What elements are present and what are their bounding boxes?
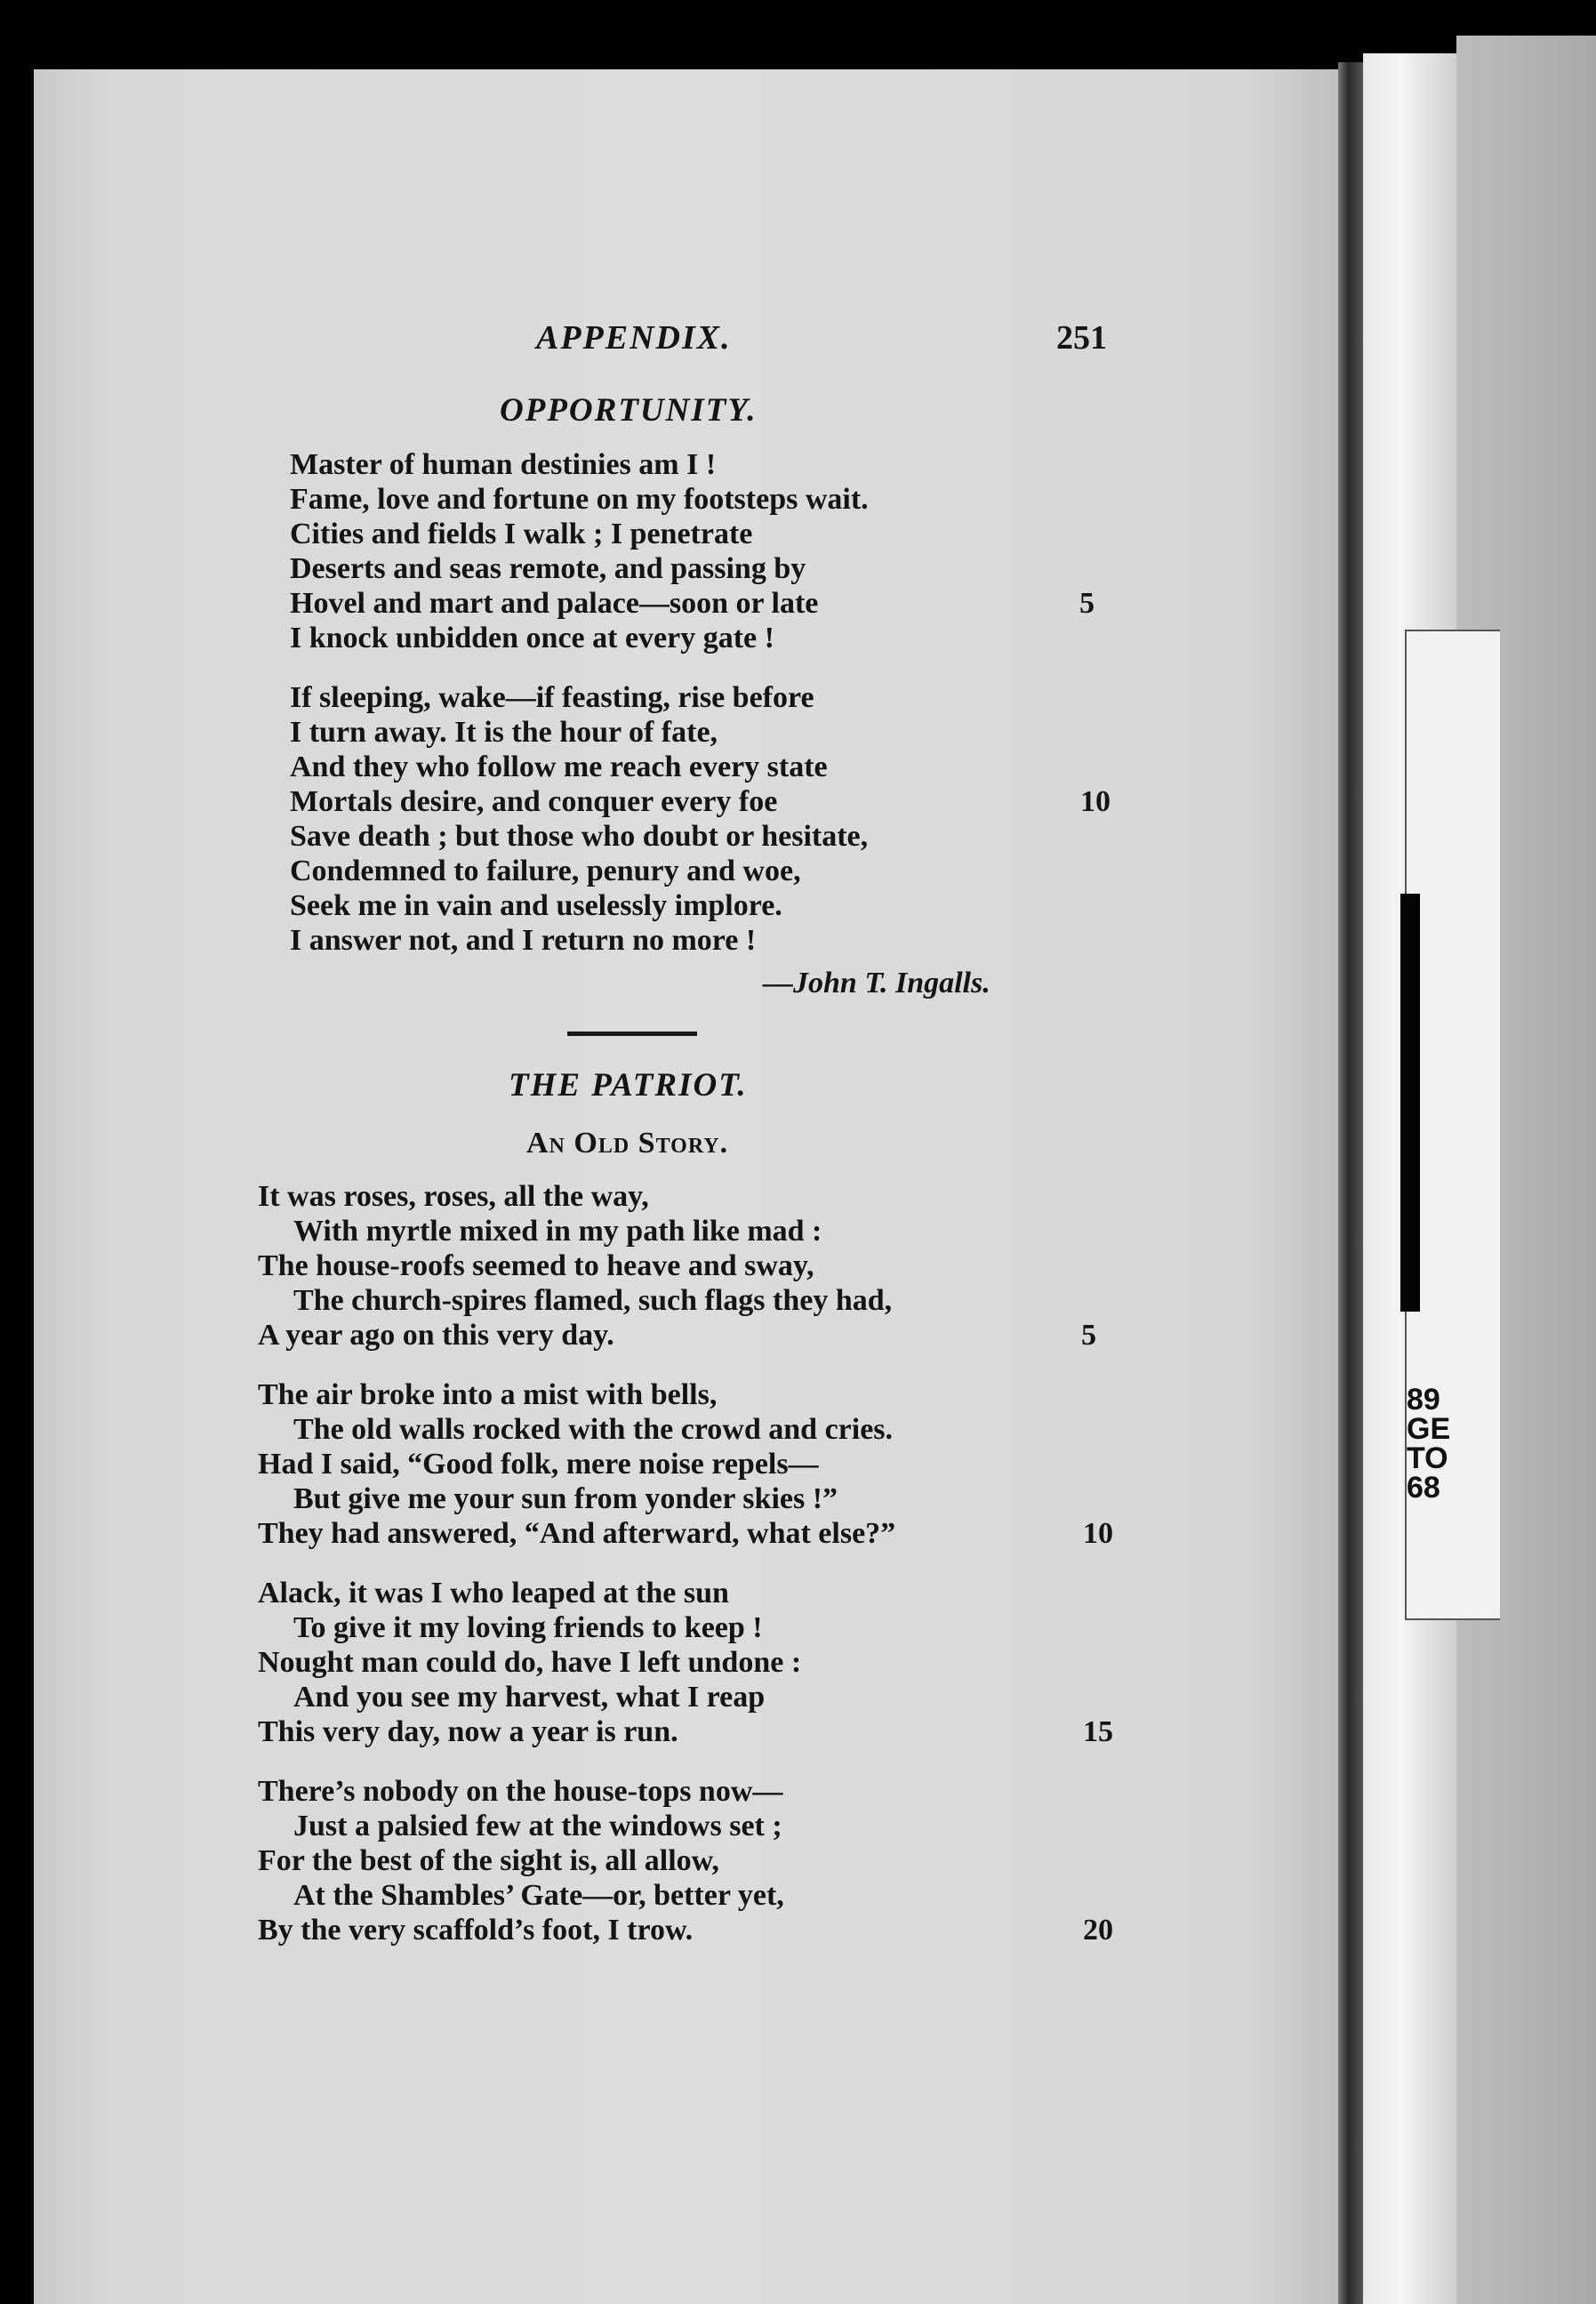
- poem-line: This very day, now a year is run.: [258, 1715, 678, 1748]
- card-fragment: 68: [1407, 1471, 1440, 1505]
- line-number: 15: [1083, 1715, 1113, 1748]
- poem-line: The church-spires flamed, such flags they had,: [293, 1284, 893, 1317]
- poem-line: Mortals desire, and conquer every foe: [290, 785, 778, 818]
- poem-line: And they who follow me reach every state: [290, 751, 828, 783]
- poem-line: Fame, love and fortune on my footsteps wait.: [290, 483, 869, 516]
- poem-line: Seek me in vain and uselessly implore.: [290, 889, 782, 922]
- card-fragment: TO: [1407, 1441, 1448, 1475]
- poem-line: I knock unbidden once at every gate !: [290, 622, 774, 654]
- line-number: 10: [1083, 1517, 1113, 1550]
- poem-line: Condemned to failure, penury and woe,: [290, 855, 801, 887]
- line-number: 5: [1079, 587, 1095, 620]
- poem-line: To give it my loving friends to keep !: [293, 1611, 763, 1644]
- attribution: —John T. Ingalls.: [763, 967, 990, 999]
- line-number: 20: [1083, 1914, 1113, 1947]
- poem-line: They had answered, “And afterward, what else?”: [258, 1517, 896, 1550]
- poem-title: OPPORTUNITY.: [500, 392, 758, 429]
- line-number: 5: [1081, 1319, 1096, 1352]
- poem-line: A year ago on this very day.: [258, 1319, 614, 1352]
- poem-line: I answer not, and I return no more !: [290, 924, 757, 957]
- card-fragment: GE: [1407, 1412, 1451, 1446]
- poem-line: The air broke into a mist with bells,: [258, 1378, 718, 1411]
- poem-line: It was roses, roses, all the way,: [258, 1180, 649, 1213]
- card-fragment: 89: [1407, 1383, 1440, 1417]
- poem-line: With myrtle mixed in my path like mad :: [293, 1215, 822, 1248]
- poem-line: Master of human destinies am I !: [290, 448, 717, 481]
- poem-line: The old walls rocked with the crowd and cries.: [293, 1413, 894, 1446]
- poem-line: Alack, it was I who leaped at the sun: [258, 1577, 729, 1610]
- poem-title: THE PATRIOT.: [509, 1067, 748, 1104]
- running-title: APPENDIX.: [536, 319, 732, 357]
- poem-line: Deserts and seas remote, and passing by: [290, 552, 806, 585]
- poem-line: If sleeping, wake—if feasting, rise before: [290, 681, 814, 714]
- poem-line: At the Shambles’ Gate—or, better yet,: [293, 1879, 784, 1912]
- poem-line: And you see my harvest, what I reap: [293, 1681, 766, 1714]
- poem-line: Save death ; but those who doubt or hesitate,: [290, 820, 869, 853]
- poem-line: The house-roofs seemed to heave and sway,: [258, 1249, 814, 1282]
- poem-line: Hovel and mart and palace—soon or late: [290, 587, 819, 620]
- poem-subtitle: An Old Story.: [526, 1127, 729, 1160]
- binding-gutter: [1338, 62, 1363, 2304]
- line-number: 10: [1080, 785, 1111, 818]
- poem-line: Had I said, “Good folk, mere noise repels—: [258, 1448, 819, 1481]
- poem-line: I turn away. It is the hour of fate,: [290, 716, 718, 749]
- poem-line: Cities and fields I walk ; I penetrate: [290, 518, 753, 550]
- section-divider: [567, 1032, 697, 1036]
- poem-line: For the best of the sight is, all allow,: [258, 1844, 719, 1877]
- poem-line: Nought man could do, have I left undone :: [258, 1646, 802, 1679]
- poem-line: Just a palsied few at the windows set ;: [293, 1810, 782, 1842]
- poem-line: By the very scaffold’s foot, I trow.: [258, 1914, 694, 1947]
- card-fragment-text: [1407, 1383, 1451, 1505]
- poem-line: But give me your sun from yonder skies !”: [293, 1482, 838, 1515]
- poem-line: There’s nobody on the house-tops now—: [258, 1775, 783, 1808]
- page-number: 251: [1056, 319, 1107, 357]
- bookmark-ribbon: [1400, 894, 1420, 1312]
